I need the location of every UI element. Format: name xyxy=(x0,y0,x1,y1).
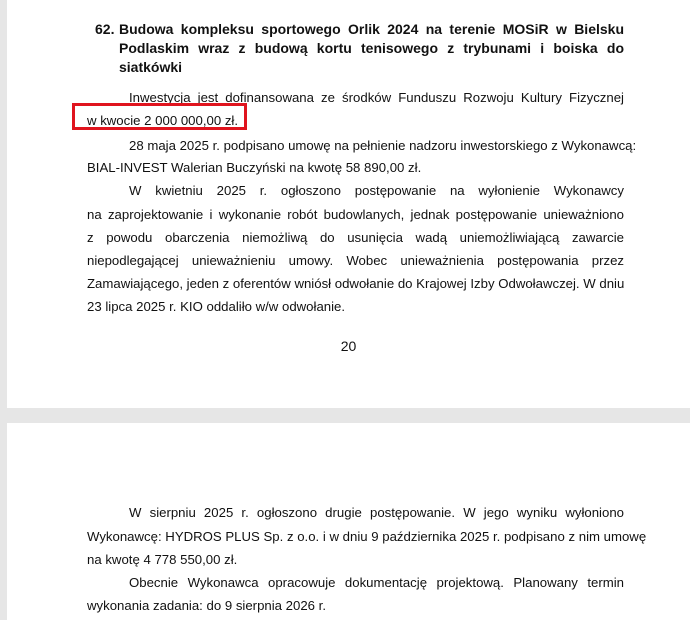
paragraph-line: Zamawiającego, jeden z oferentów wniósł odwołanie do Krajowej Izby Odwoławczej. W dniu xyxy=(87,276,625,291)
paragraph-line: na kwotę 4 778 550,00 zł. xyxy=(87,552,238,567)
paragraph-line: W sierpniu 2025 r. ogłoszono drugie postępowanie. W jego wyniku wyłoniono xyxy=(129,505,624,520)
paragraph-line: wykonania zadania: do 9 sierpnia 2026 r. xyxy=(87,598,327,613)
paragraph-line-funding-amount: w kwocie 2 000 000,00 zł. xyxy=(87,113,239,128)
paragraph-line: Wykonawcę: HYDROS PLUS Sp. z o.o. i w dniu 9 października 2025 r. podpisano z nim umowę xyxy=(87,529,647,544)
paragraph-line: Inwestycja jest dofinansowana ze środków Funduszu Rozwoju Kultury Fizycznej xyxy=(129,90,624,105)
highlight-box xyxy=(72,103,247,130)
paragraph-line: 23 lipca 2025 r. KIO oddaliło w/w odwołanie. xyxy=(87,299,346,314)
section-number: 62. xyxy=(95,21,115,37)
section-heading xyxy=(95,20,624,77)
paragraph-line: z powodu obarczenia niemożliwą do usunięcia wadą uniemożliwiającą zawarcie xyxy=(87,230,624,245)
section-title: Budowa kompleksu sportowego Orlik 2024 na terenie MOSiR w Bielsku Podlaskim wraz z budową kortu tenisowego z trybunami i boiska do siatkówki xyxy=(119,21,624,75)
paragraph-line: BIAL-INVEST Walerian Buczyński na kwotę 58 890,00 zł. xyxy=(87,160,422,175)
page-number: 20 xyxy=(340,338,357,354)
document-page-21 xyxy=(7,423,690,620)
paragraph-line: na zaprojektowanie i wykonanie robót budowlanych, jednak postępowanie unieważniono xyxy=(87,207,624,222)
paragraph-line: 28 maja 2025 r. podpisano umowę na pełnienie nadzoru inwestorskiego z Wykonawcą: xyxy=(129,138,637,153)
paragraph-line: niepodlegającej unieważnieniu umowy. Wobec unieważnienia postępowania przez xyxy=(87,253,624,268)
paragraph-line: W kwietniu 2025 r. ogłoszono postępowanie na wyłonienie Wykonawcy xyxy=(129,183,624,198)
paragraph-line: Obecnie Wykonawca opracowuje dokumentację projektową. Planowany termin xyxy=(129,575,624,590)
document-page-20 xyxy=(7,0,690,408)
